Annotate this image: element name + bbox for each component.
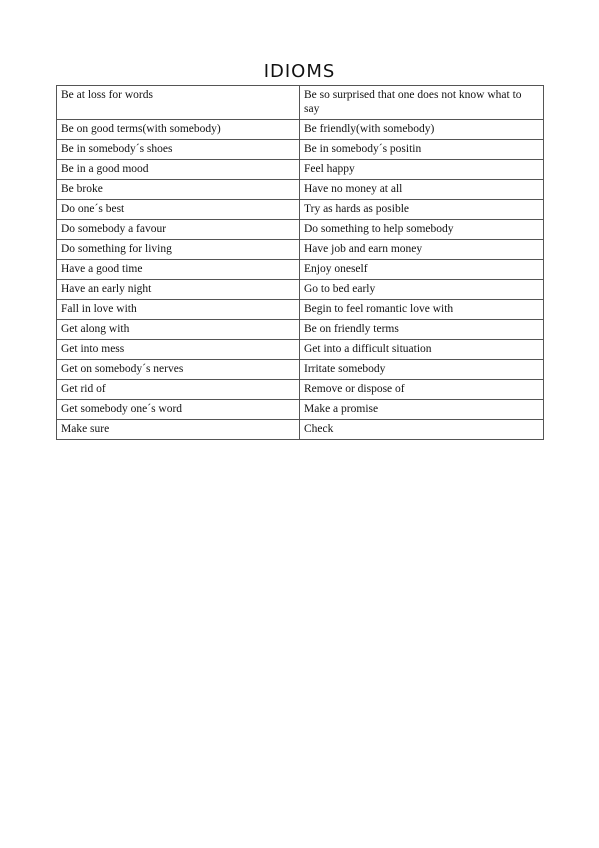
meaning-cell: Begin to feel romantic love with: [300, 300, 544, 320]
table-row: [57, 140, 544, 160]
meaning-cell: Have no money at all: [300, 180, 544, 200]
meaning-cell: Get into a difficult situation: [300, 340, 544, 360]
table-row: [57, 180, 544, 200]
idiom-cell: Be at loss for words: [57, 86, 300, 120]
table-row: [57, 300, 544, 320]
idiom-cell: Get rid of: [57, 380, 300, 400]
idiom-cell: Do one´s best: [57, 200, 300, 220]
idioms-table-body: [57, 86, 544, 440]
idiom-cell: Be in a good mood: [57, 160, 300, 180]
meaning-cell: Irritate somebody: [300, 360, 544, 380]
meaning-cell: Have job and earn money: [300, 240, 544, 260]
idiom-cell: Have a good time: [57, 260, 300, 280]
table-row: [57, 280, 544, 300]
table-row: [57, 120, 544, 140]
meaning-cell: Be friendly(with somebody): [300, 120, 544, 140]
table-row: [57, 160, 544, 180]
table-row: [57, 360, 544, 380]
idiom-cell: Fall in love with: [57, 300, 300, 320]
idiom-cell: Get somebody one´s word: [57, 400, 300, 420]
meaning-cell: Feel happy: [300, 160, 544, 180]
idiom-cell: Do somebody a favour: [57, 220, 300, 240]
meaning-cell: Be on friendly terms: [300, 320, 544, 340]
meaning-cell: Try as hards as posible: [300, 200, 544, 220]
idiom-cell: Be on good terms(with somebody): [57, 120, 300, 140]
idiom-cell: Get into mess: [57, 340, 300, 360]
table-row: [57, 86, 544, 120]
idiom-cell: Get on somebody´s nerves: [57, 360, 300, 380]
meaning-cell: Do something to help somebody: [300, 220, 544, 240]
idiom-cell: Be in somebody´s shoes: [57, 140, 300, 160]
table-row: [57, 380, 544, 400]
idiom-cell: Get along with: [57, 320, 300, 340]
idiom-cell: Have an early night: [57, 280, 300, 300]
meaning-cell: Be so surprised that one does not know what to say: [300, 86, 544, 120]
table-row: [57, 420, 544, 440]
table-row: [57, 220, 544, 240]
table-row: [57, 320, 544, 340]
idioms-table: [56, 85, 544, 440]
table-row: [57, 340, 544, 360]
table-row: [57, 400, 544, 420]
idiom-cell: Be broke: [57, 180, 300, 200]
meaning-cell: Enjoy oneself: [300, 260, 544, 280]
meaning-cell: Check: [300, 420, 544, 440]
page-title: IDIOMS: [263, 61, 336, 82]
meaning-cell: Make a promise: [300, 400, 544, 420]
idiom-cell: Make sure: [57, 420, 300, 440]
table-row: [57, 200, 544, 220]
table-row: [57, 240, 544, 260]
meaning-cell: Go to bed early: [300, 280, 544, 300]
meaning-cell: Be in somebody´s positin: [300, 140, 544, 160]
meaning-cell: Remove or dispose of: [300, 380, 544, 400]
table-row: [57, 260, 544, 280]
idiom-cell: Do something for living: [57, 240, 300, 260]
